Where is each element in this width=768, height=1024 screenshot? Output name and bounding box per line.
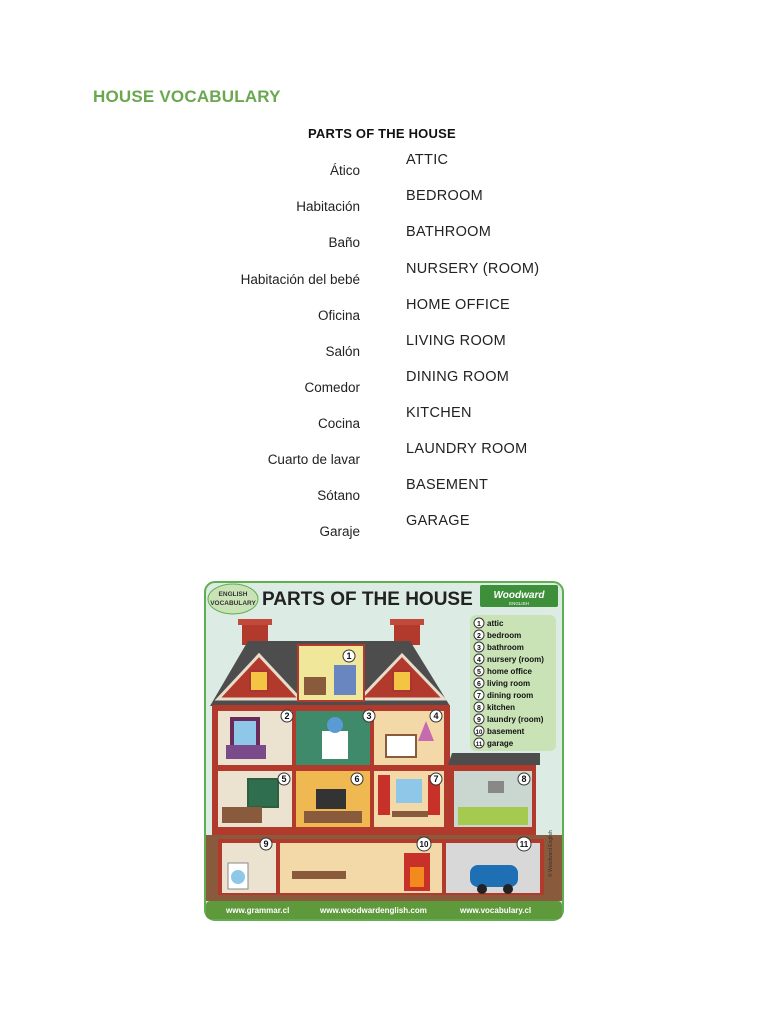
legend-number: 4 (477, 657, 481, 664)
vocab-row (0, 224, 768, 260)
logo-text: Woodward (493, 590, 545, 601)
spanish-term: Oficina (317, 308, 360, 323)
vocab-row (0, 297, 768, 333)
gable-window (393, 671, 411, 691)
legend-item (474, 678, 530, 688)
legend-item (474, 666, 532, 676)
legend-label: basement (487, 727, 525, 736)
vocab-row (0, 261, 768, 297)
room-number: 10 (419, 840, 429, 849)
room-number: 7 (433, 774, 439, 784)
room-number: 3 (366, 711, 372, 721)
house-illustration (204, 581, 564, 921)
copyright: © Woodward English (548, 830, 554, 877)
legend-label: garage (487, 739, 514, 748)
spanish-term: Habitación (296, 199, 360, 214)
spanish-term: Cuarto de lavar (267, 452, 360, 467)
badge-line-2: VOCABULARY (210, 600, 256, 607)
legend-item (474, 642, 524, 652)
english-term: GARAGE (406, 513, 470, 529)
legend-label: kitchen (487, 703, 516, 712)
room-number: 4 (433, 711, 439, 721)
legend-label: laundry (room) (487, 715, 544, 724)
spanish-term: Comedor (304, 380, 360, 395)
english-term: ATTIC (406, 152, 449, 168)
vocab-row (0, 188, 768, 224)
woodward-logo (480, 585, 558, 607)
vocab-row (0, 441, 768, 477)
english-term: BEDROOM (406, 188, 484, 204)
legend-label: bedroom (487, 631, 522, 640)
vocab-row (0, 333, 768, 369)
legend-number: 9 (477, 717, 481, 724)
spanish-term: Ático (329, 163, 360, 178)
table-heading: PARTS OF THE HOUSE (308, 126, 456, 141)
legend-label: nursery (room) (487, 655, 544, 664)
legend-label: bathroom (487, 643, 524, 652)
spanish-term: Garaje (319, 524, 360, 539)
footer-link: www.vocabulary.cl (460, 906, 532, 915)
legend-item (474, 726, 525, 736)
spanish-term: Baño (328, 235, 360, 250)
legend-item (474, 702, 515, 712)
legend-number: 11 (475, 742, 483, 748)
english-term: KITCHEN (406, 405, 472, 421)
spanish-term: Habitación del bebé (240, 272, 360, 287)
room-number: 1 (346, 651, 352, 661)
legend-number: 8 (477, 705, 481, 712)
legend-number: 7 (477, 693, 481, 700)
legend-item (474, 630, 521, 640)
legend-label: dining room (487, 691, 534, 700)
legend-number: 2 (477, 633, 481, 640)
spanish-term: Cocina (317, 416, 360, 431)
room-number: 8 (521, 774, 527, 784)
legend-number: 6 (477, 681, 481, 688)
car (470, 865, 518, 887)
legend-number: 10 (475, 730, 483, 736)
legend-item (474, 738, 514, 748)
gable-window (250, 671, 268, 691)
english-term: BATHROOM (406, 224, 492, 240)
poster-title: PARTS OF THE HOUSE (262, 589, 473, 610)
vocab-row (0, 152, 768, 188)
legend-label: living room (487, 679, 531, 688)
spanish-term: Salón (325, 344, 360, 359)
legend-number: 5 (477, 669, 481, 676)
document-title: HOUSE VOCABULARY (93, 87, 281, 106)
vocab-row (0, 405, 768, 441)
legend-number: 1 (477, 621, 481, 628)
legend-item (474, 618, 504, 628)
spanish-term: Sótano (317, 488, 360, 503)
room-number: 6 (354, 774, 360, 784)
room-number: 2 (284, 711, 290, 721)
room-number: 9 (263, 839, 269, 849)
english-term: HOME OFFICE (406, 297, 510, 313)
footer-link: www.woodwardenglish.com (320, 906, 427, 915)
english-term: DINING ROOM (406, 369, 510, 385)
vocab-row (0, 513, 768, 549)
room-number: 5 (281, 774, 287, 784)
badge-line-1: ENGLISH (218, 591, 248, 598)
room-number: 11 (519, 840, 529, 849)
footer-link: www.grammar.cl (226, 906, 290, 915)
legend-number: 3 (477, 645, 481, 652)
english-term: LAUNDRY ROOM (406, 441, 528, 457)
english-term: BASEMENT (406, 477, 489, 493)
english-term: LIVING ROOM (406, 333, 506, 349)
vocab-row (0, 369, 768, 405)
kitchen-roof (448, 753, 540, 765)
legend-label: attic (487, 619, 504, 628)
legend-item (474, 690, 533, 700)
legend-label: home office (487, 667, 532, 676)
english-vocabulary-badge (208, 584, 258, 614)
logo-subtext: ENGLISH (509, 601, 529, 606)
vocab-row (0, 477, 768, 513)
english-term: NURSERY (ROOM) (406, 261, 540, 277)
